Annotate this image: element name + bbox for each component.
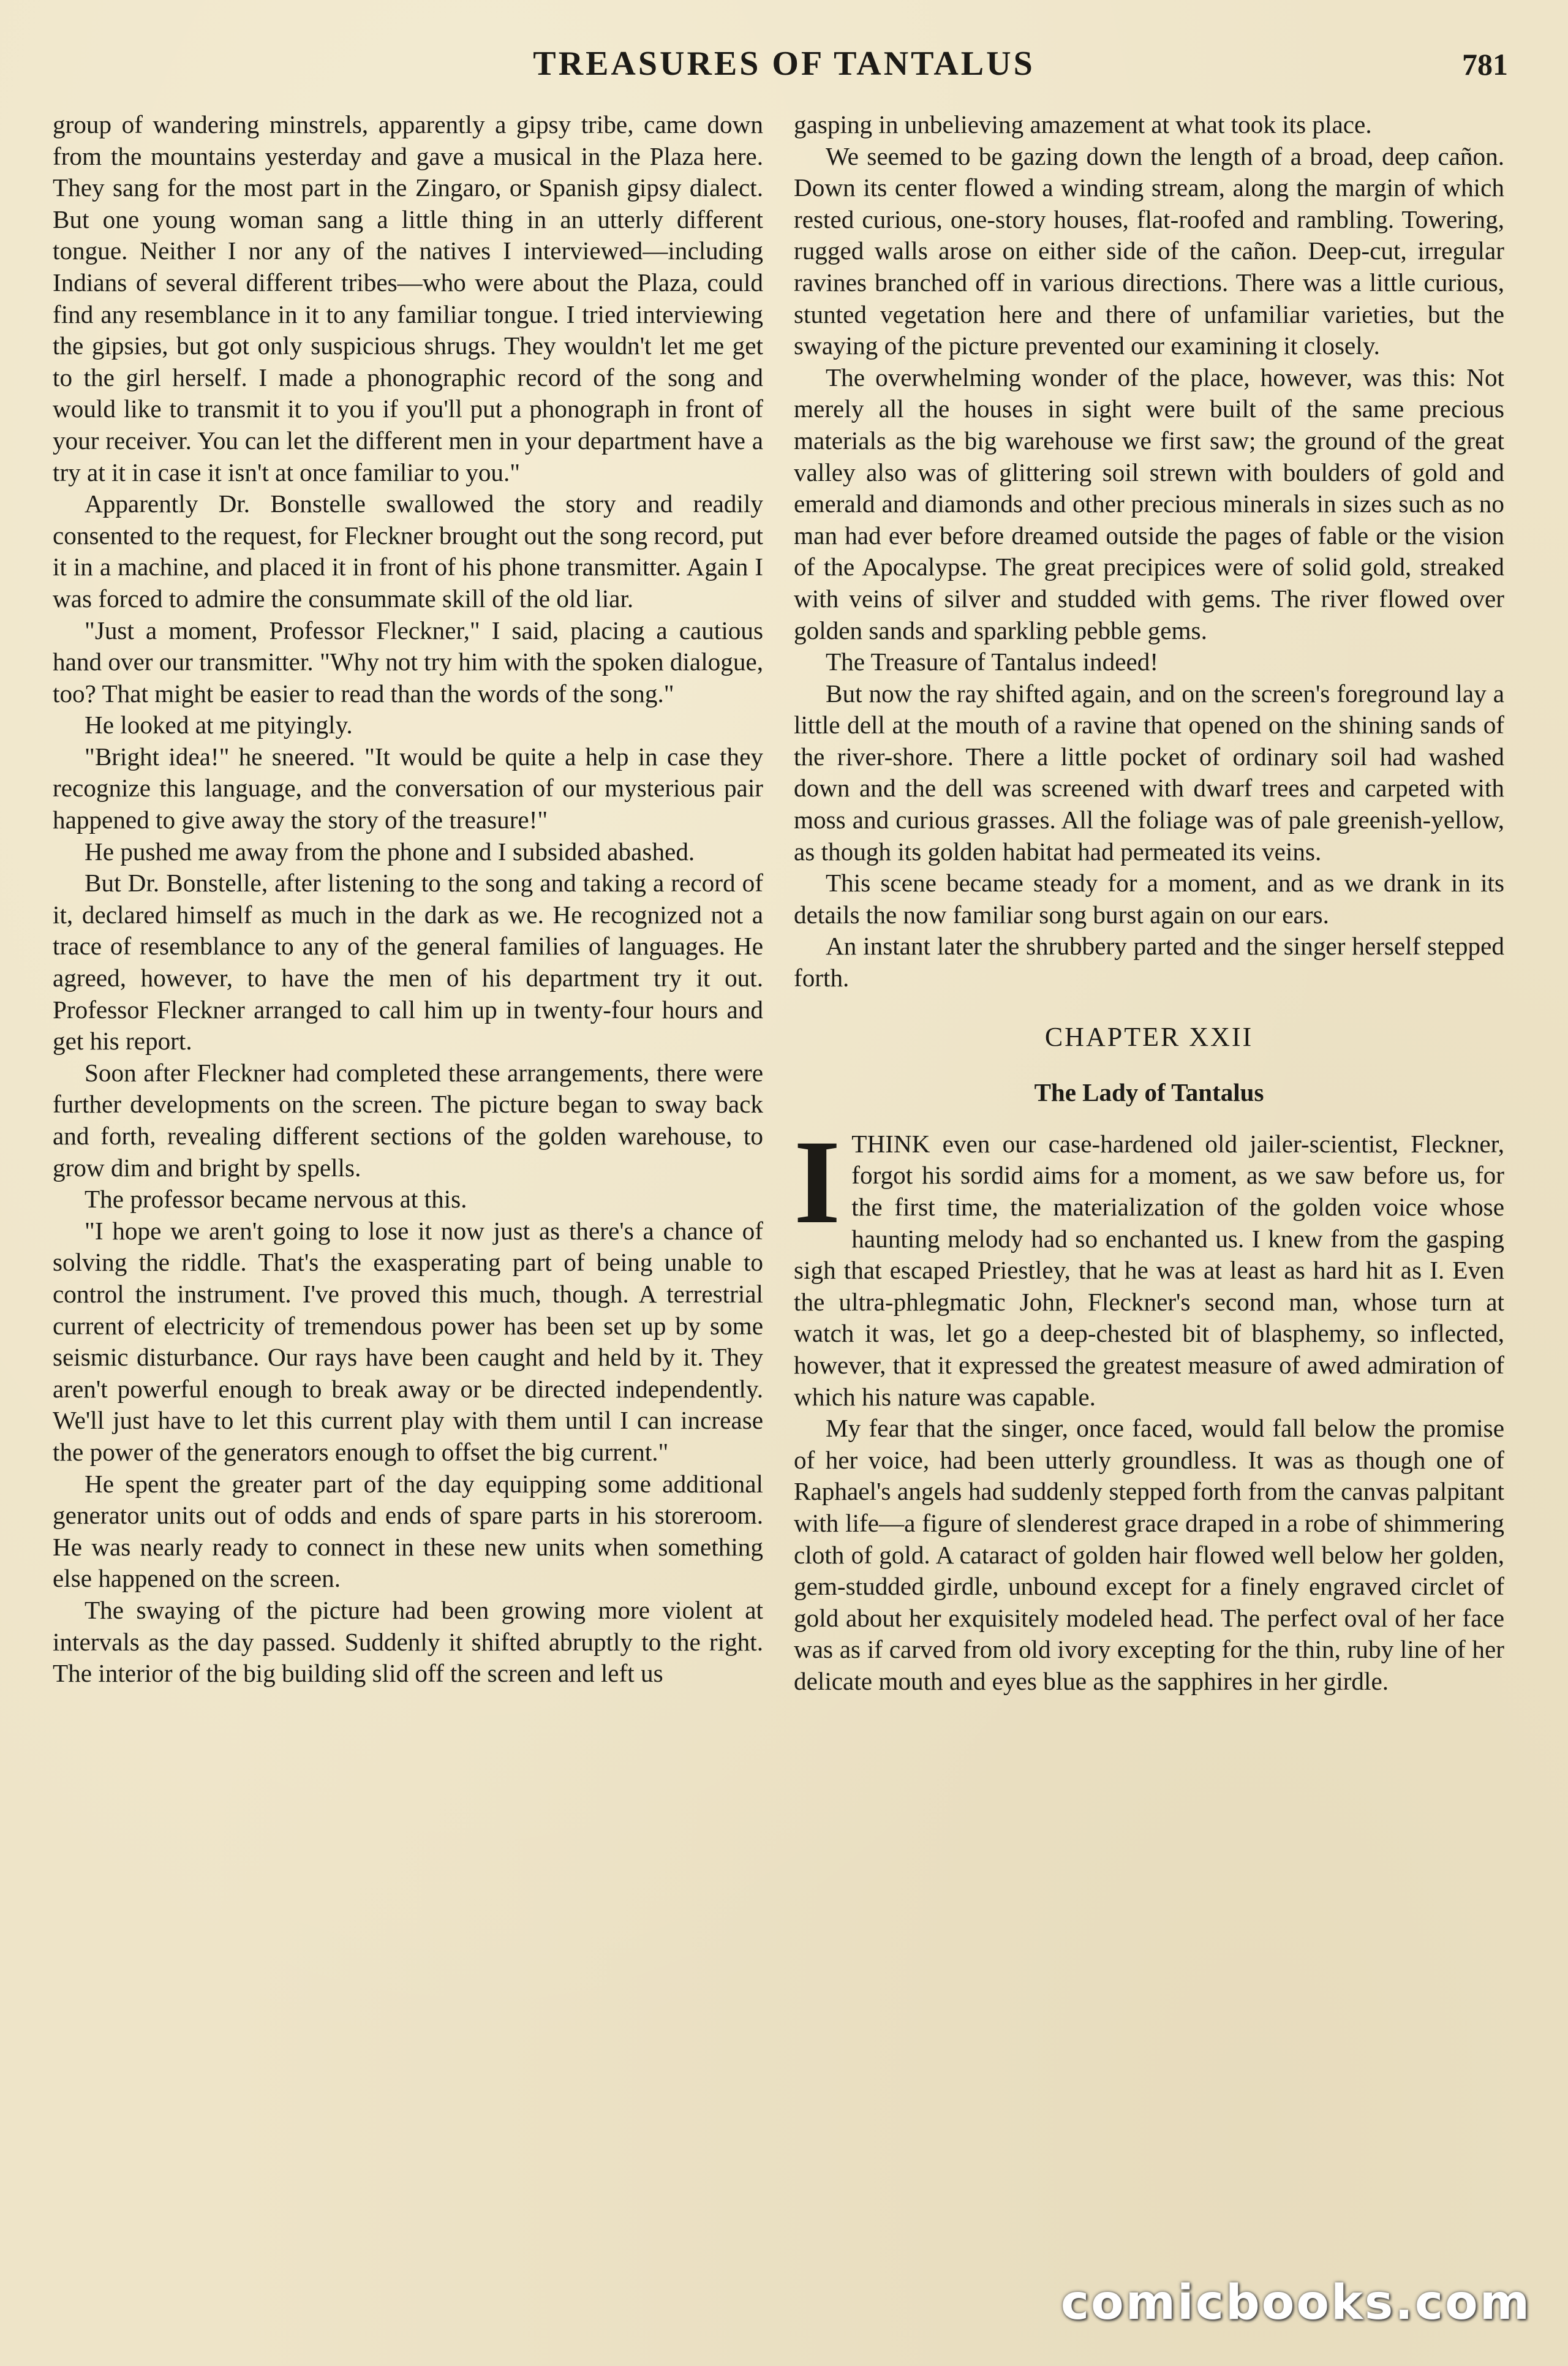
watermark: comicbooks.com bbox=[1060, 2275, 1531, 2330]
paragraph-text: THINK even our case-hardened old jailer-scientist, Fleckner, forgot his sordid aims for a moment, as we saw before us, for the first time, the materialization of the golden voice whose haunting melody had so enchanted us. I knew from the gasping sigh that escaped Priestley, that he was at least as hard hit as I. Even the ultra-phlegmatic John, Fleckner's second man, whose turn at watch it was, let go a deep-chested bit of blasphemy, so inflected, however, that it expressed the greatest measure of awed admiration of which his nature was capable. bbox=[794, 1129, 1504, 1411]
paragraph: Apparently Dr. Bonstelle swallowed the story and readily consented to the request, for Fleckner brought out the song record, put it in a machine, and placed it in front of his phone transmitter. Again I was forced to admire the consummate skill of the old liar. bbox=[53, 489, 763, 613]
paragraph: group of wandering minstrels, apparently a gipsy tribe, came down from the mountains yesterday and gave a musical in the Plaza here. They sang for the most part in the Zingaro, or Spanish gipsy dialect. But one young woman sang a little thing in an utterly different tongue. Neither I nor any of the natives I interviewed—including Indians of several different tribes—who were about the Plaza, could find any resemblance in it to any familiar tongue. I tried interviewing the gipsies, but got only suspicious shrugs. They wouldn't let me get to the girl herself. I made a phonographic record of the song and would like to transmit it to you if you'll put a phonograph in front of your receiver. You can let the different men in your department have a try at it in case it isn't at once familiar to you." bbox=[53, 110, 763, 486]
paragraph: He spent the greater part of the day equipping some additional generator units out of odds and ends of spare parts in his storeroom. He was nearly ready to connect in these new units when something else happened on the screen. bbox=[53, 1469, 763, 1593]
paragraph: We seemed to be gazing down the length of a broad, deep cañon. Down its center flowed a winding stream, along the margin of which rested curious, one-story houses, flat-roofed and rambling. Towering, rugged walls arose on either side of the cañon. Deep-cut, irregular ravines branched off in various directions. There was a little curious, stunted vegetation here and there of unfamiliar varieties, but the swaying of the picture prevented our examining it closely. bbox=[794, 142, 1504, 360]
paragraph: The Treasure of Tantalus indeed! bbox=[826, 648, 1159, 676]
chapter-title: The Lady of Tantalus bbox=[1034, 1078, 1264, 1107]
page-number: 781 bbox=[1462, 47, 1508, 81]
paragraph: This scene became steady for a moment, and as we drank in its details the now familiar song burst again on our ears. bbox=[794, 869, 1504, 929]
paragraph: "Bright idea!" he sneered. "It would be quite a help in case they recognize this language, and the conversation of our mysterious pair happened to give away the story of the treasure!" bbox=[53, 742, 763, 834]
chapter-number: CHAPTER XXII bbox=[1044, 1021, 1254, 1052]
right-column bbox=[794, 109, 1504, 1698]
paragraph: "Just a moment, Professor Fleckner," I said, placing a cautious hand over our transmitter. "Why not try him with the spoken dialogue, too? That might be easier to read than the words of the song." bbox=[53, 616, 763, 708]
paragraph: He looked at me pityingly. bbox=[85, 711, 353, 739]
page-title: TREASURES OF TANTALUS bbox=[533, 45, 1035, 83]
paragraph: An instant later the shrubbery parted and the singer herself stepped forth. bbox=[794, 932, 1504, 992]
paragraph: The professor became nervous at this. bbox=[85, 1185, 467, 1214]
paragraph: He pushed me away from the phone and I subsided abashed. bbox=[85, 837, 695, 866]
paragraph: gasping in unbelieving amazement at what took its place. bbox=[794, 110, 1372, 138]
running-head bbox=[0, 44, 1568, 93]
left-column bbox=[53, 109, 763, 1690]
paragraph: The swaying of the picture had been growing more violent at intervals as the day passed. Suddenly it shifted abruptly to the right. The interior of the big building slid off the screen and left us bbox=[53, 1595, 763, 1688]
drop-cap: I bbox=[794, 1115, 841, 1249]
paragraph: But Dr. Bonstelle, after listening to the song and taking a record of it, declared himself as much in the dark as we. He recognized not a trace of resemblance to any of the general families of languages. He agreed, however, to have the men of his department try it out. Professor Fleckner arranged to call him up in twenty-four hours and get his report. bbox=[53, 869, 763, 1056]
chapter-opening-paragraph bbox=[794, 1115, 1504, 1413]
paragraph: My fear that the singer, once faced, would fall below the promise of her voice, had been utterly groundless. It was as though one of Raphael's angels had suddenly stepped forth from the canvas palpitant with life—a figure of slenderest grace draped in a robe of shimmering cloth of gold. A cataract of golden hair flowed well below her golden, gem-studded girdle, unbound except for a finely engraved circlet of gold about her exquisitely modeled head. The perfect oval of her face was as if carved from old ivory excepting for the thin, ruby line of her delicate mouth and eyes blue as the sapphires in her girdle. bbox=[794, 1414, 1504, 1695]
paragraph: "I hope we aren't going to lose it now just as there's a chance of solving the riddle. That's the exasperating part of being unable to control the instrument. I've proved this much, though. A terrestrial current of electricity of tremendous power has been set up by some seismic disturbance. Our rays have been caught and held by it. They aren't powerful enough to break away or be directed independently. We'll just have to let this current play with them until I can increase the power of the generators enough to offset the big current." bbox=[53, 1216, 763, 1466]
paragraph: Soon after Fleckner had completed these arrangements, there were further developments on the screen. The picture began to sway back and forth, revealing different sections of the golden warehouse, to grow dim and bright by spells. bbox=[53, 1058, 763, 1182]
paragraph: But now the ray shifted again, and on the screen's foreground lay a little dell at the mouth of a ravine that opened on the shining sands of the river-shore. There a little pocket of ordinary soil had washed down and the dell was screened with dwarf trees and carpeted with moss and curious grasses. All the foliage was of pale greenish-yellow, as though its golden habitat had permeated its veins. bbox=[794, 679, 1504, 866]
paragraph: The overwhelming wonder of the place, however, was this: Not merely all the houses in sight were built of the same precious materials as the big warehouse we first saw; the ground of the great valley also was of glittering soil strewn with boulders of gold and emerald and diamonds and other precious minerals in sizes such as no man had ever before dreamed outside the pages of fable or the vision of the Apocalypse. The great precipices were of solid gold, streaked with veins of silver and studded with gems. The river flowed over golden sands and sparkling pebble gems. bbox=[794, 363, 1504, 644]
